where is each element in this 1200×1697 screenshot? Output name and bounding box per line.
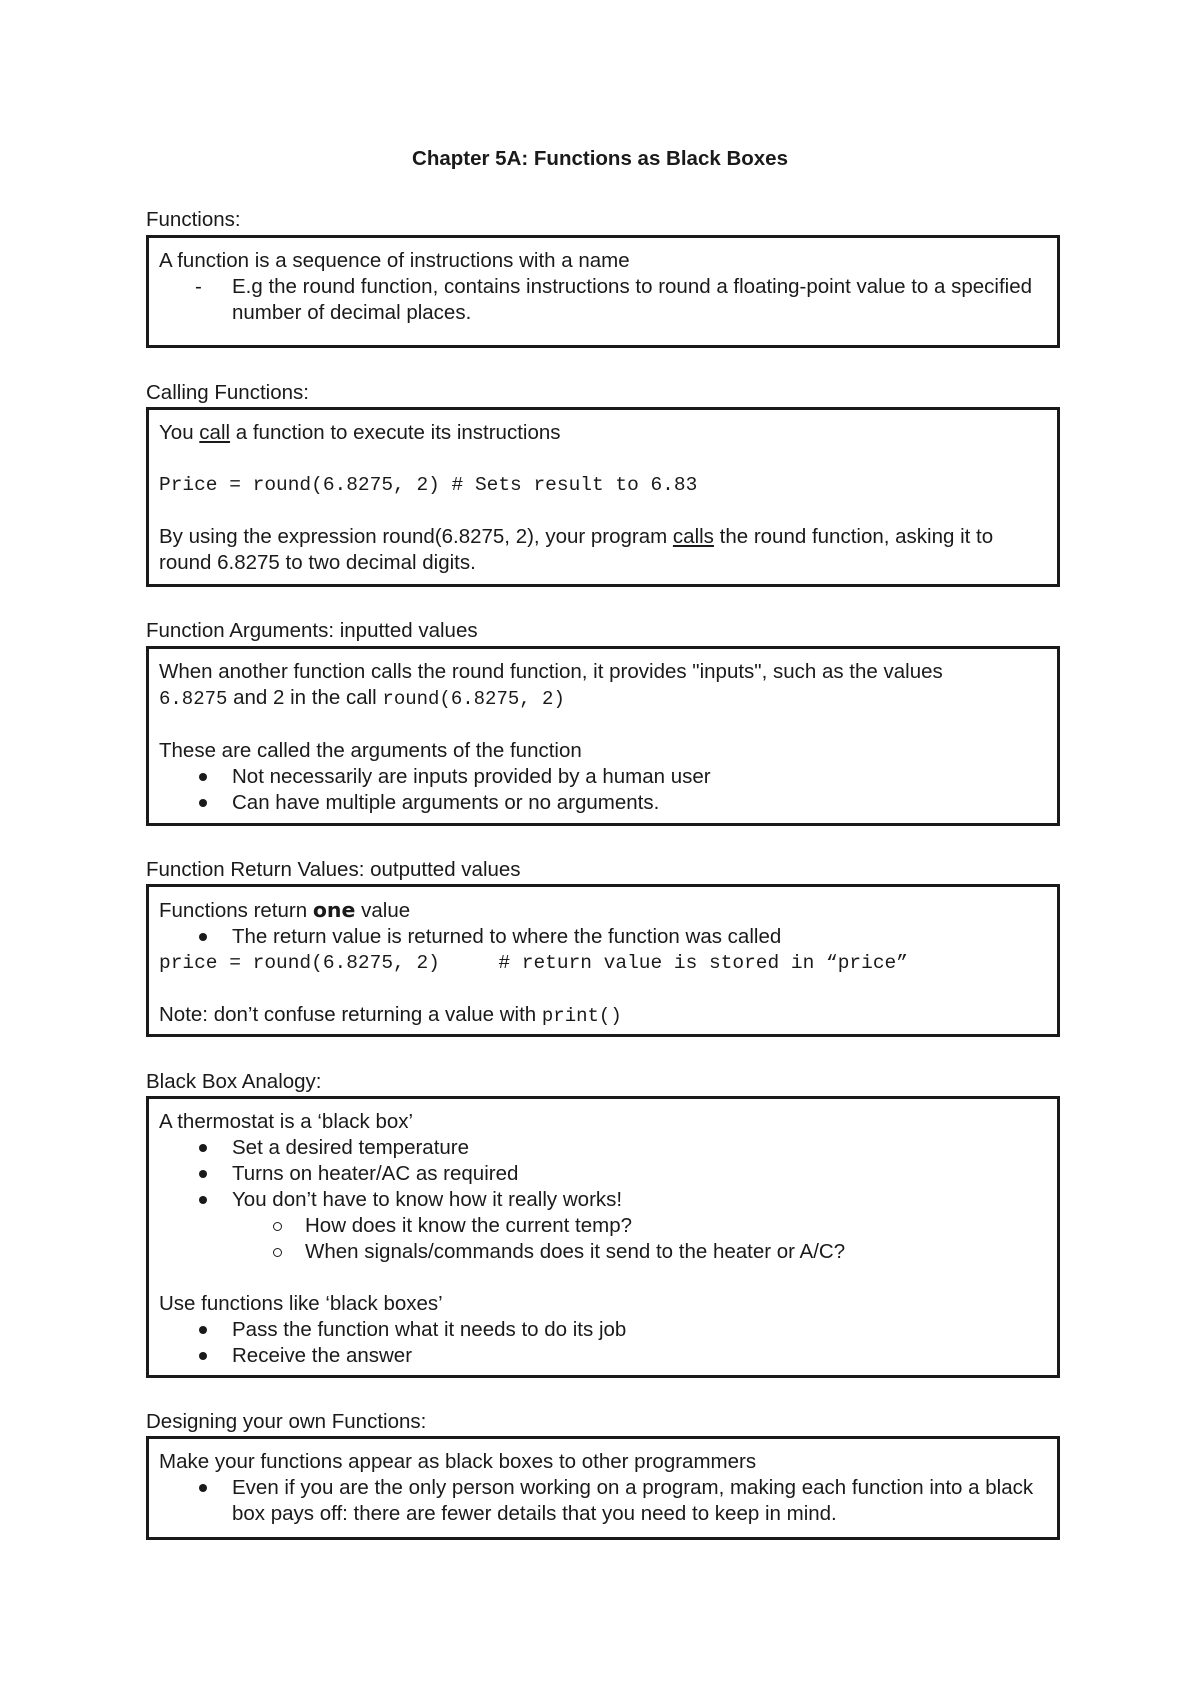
list-item-text: Set a desired temperature [232,1136,470,1159]
returns-note-pre: Note: don’t confuse returning a value with [159,1003,542,1026]
list-item [159,790,1041,816]
functions-box [146,235,1060,348]
arguments-intro: When another function calls the round function, it provides "inputs", such as the values [159,660,943,683]
calling-intro [159,420,1041,446]
call-term: call [199,421,231,444]
hollow-bullet-icon [273,1248,282,1257]
bullet-icon [199,1144,207,1152]
calling-explanation [159,524,1041,576]
list-item [159,1475,1041,1527]
bullet-icon [199,933,207,941]
calling-box [146,407,1060,587]
returns-intro-pre: Functions return [159,899,313,922]
sub-list-item [159,1213,1041,1239]
list-item [159,1343,1041,1369]
list-item [159,1317,1041,1343]
list-item [159,924,1041,950]
list-item [159,1135,1041,1161]
list-item-text: Turns on heater/AC as required [232,1162,519,1185]
bullet-icon [199,1196,207,1204]
bullet-icon [199,1170,207,1178]
section-heading-returns: Function Return Values: outputted values [146,858,521,881]
call-code: round(6.8275, 2) [382,688,565,710]
one-emphasis: one [312,898,356,922]
calls-term: calls [672,525,714,548]
list-item [159,764,1041,790]
returns-intro-post: value [355,899,411,922]
functions-definition: A function is a sequence of instructions with a name [159,249,630,272]
calling-explanation-post: the round function, asking it to round 6.8275 to two decimal digits. [159,525,994,574]
arguments-values-line [159,685,1041,712]
returns-box [146,884,1060,1037]
blackbox-intro: A thermostat is a ‘black box’ [159,1110,414,1133]
section-heading-designing: Designing your own Functions: [146,1410,427,1433]
calling-intro-post: a function to execute its instructions [230,421,561,444]
returns-intro [159,897,1041,924]
calling-explanation-pre: By using the expression round(6.8275, 2), your program [159,525,673,548]
calling-code-example: Price = round(6.8275, 2) # Sets result to 6.83 [159,474,698,496]
sub-list-item-text: How does it know the current temp? [305,1214,633,1237]
arguments-box [146,646,1060,826]
section-heading-blackbox: Black Box Analogy: [146,1070,322,1093]
functions-dash-item [159,274,1041,326]
designing-intro: Make your functions appear as black boxes to other programmers [159,1450,757,1473]
page-title: Chapter 5A: Functions as Black Boxes [412,147,788,170]
print-code: print() [541,1005,622,1027]
arguments-definition: These are called the arguments of the function [159,739,582,762]
section-heading-arguments: Function Arguments: inputted values [146,619,478,642]
functions-dash-text: E.g the round function, contains instructions to round a floating-point value to a specified number of decimal places. [232,275,1033,324]
arguments-values-mid: and 2 in the call [227,686,383,709]
sub-list-item [159,1239,1041,1265]
list-item-text: Not necessarily are inputs provided by a human user [232,765,711,788]
blackbox-box [146,1096,1060,1378]
list-item-text: The return value is returned to where the function was called [232,925,782,948]
blackbox-usage: Use functions like ‘black boxes’ [159,1292,443,1315]
list-item [159,1187,1041,1213]
list-item-text: Can have multiple arguments or no arguments. [232,791,660,814]
value-code: 6.8275 [159,688,228,710]
returns-note [159,1002,1041,1029]
bullet-icon [199,1484,207,1492]
list-item-text: Even if you are the only person working on a program, making each function into a black box pays off: there are fewer details that you need to keep in mind. [232,1476,1034,1525]
list-item-text: Pass the function what it needs to do its job [232,1318,627,1341]
sub-list-item-text: When signals/commands does it send to the heater or A/C? [305,1240,846,1263]
bullet-icon [199,1352,207,1360]
returns-code-example: price = round(6.8275, 2) # return value is stored in “price” [159,952,908,974]
calling-intro-pre: You [159,421,200,444]
section-heading-calling: Calling Functions: [146,381,309,404]
designing-box [146,1436,1060,1540]
bullet-icon [199,1326,207,1334]
hollow-bullet-icon [273,1222,282,1231]
bullet-icon [199,773,207,781]
dash-marker: - [195,275,202,298]
list-item-text: Receive the answer [232,1344,413,1367]
list-item-text: You don’t have to know how it really works! [232,1188,623,1211]
list-item [159,1161,1041,1187]
bullet-icon [199,799,207,807]
section-heading-functions: Functions: [146,208,241,231]
